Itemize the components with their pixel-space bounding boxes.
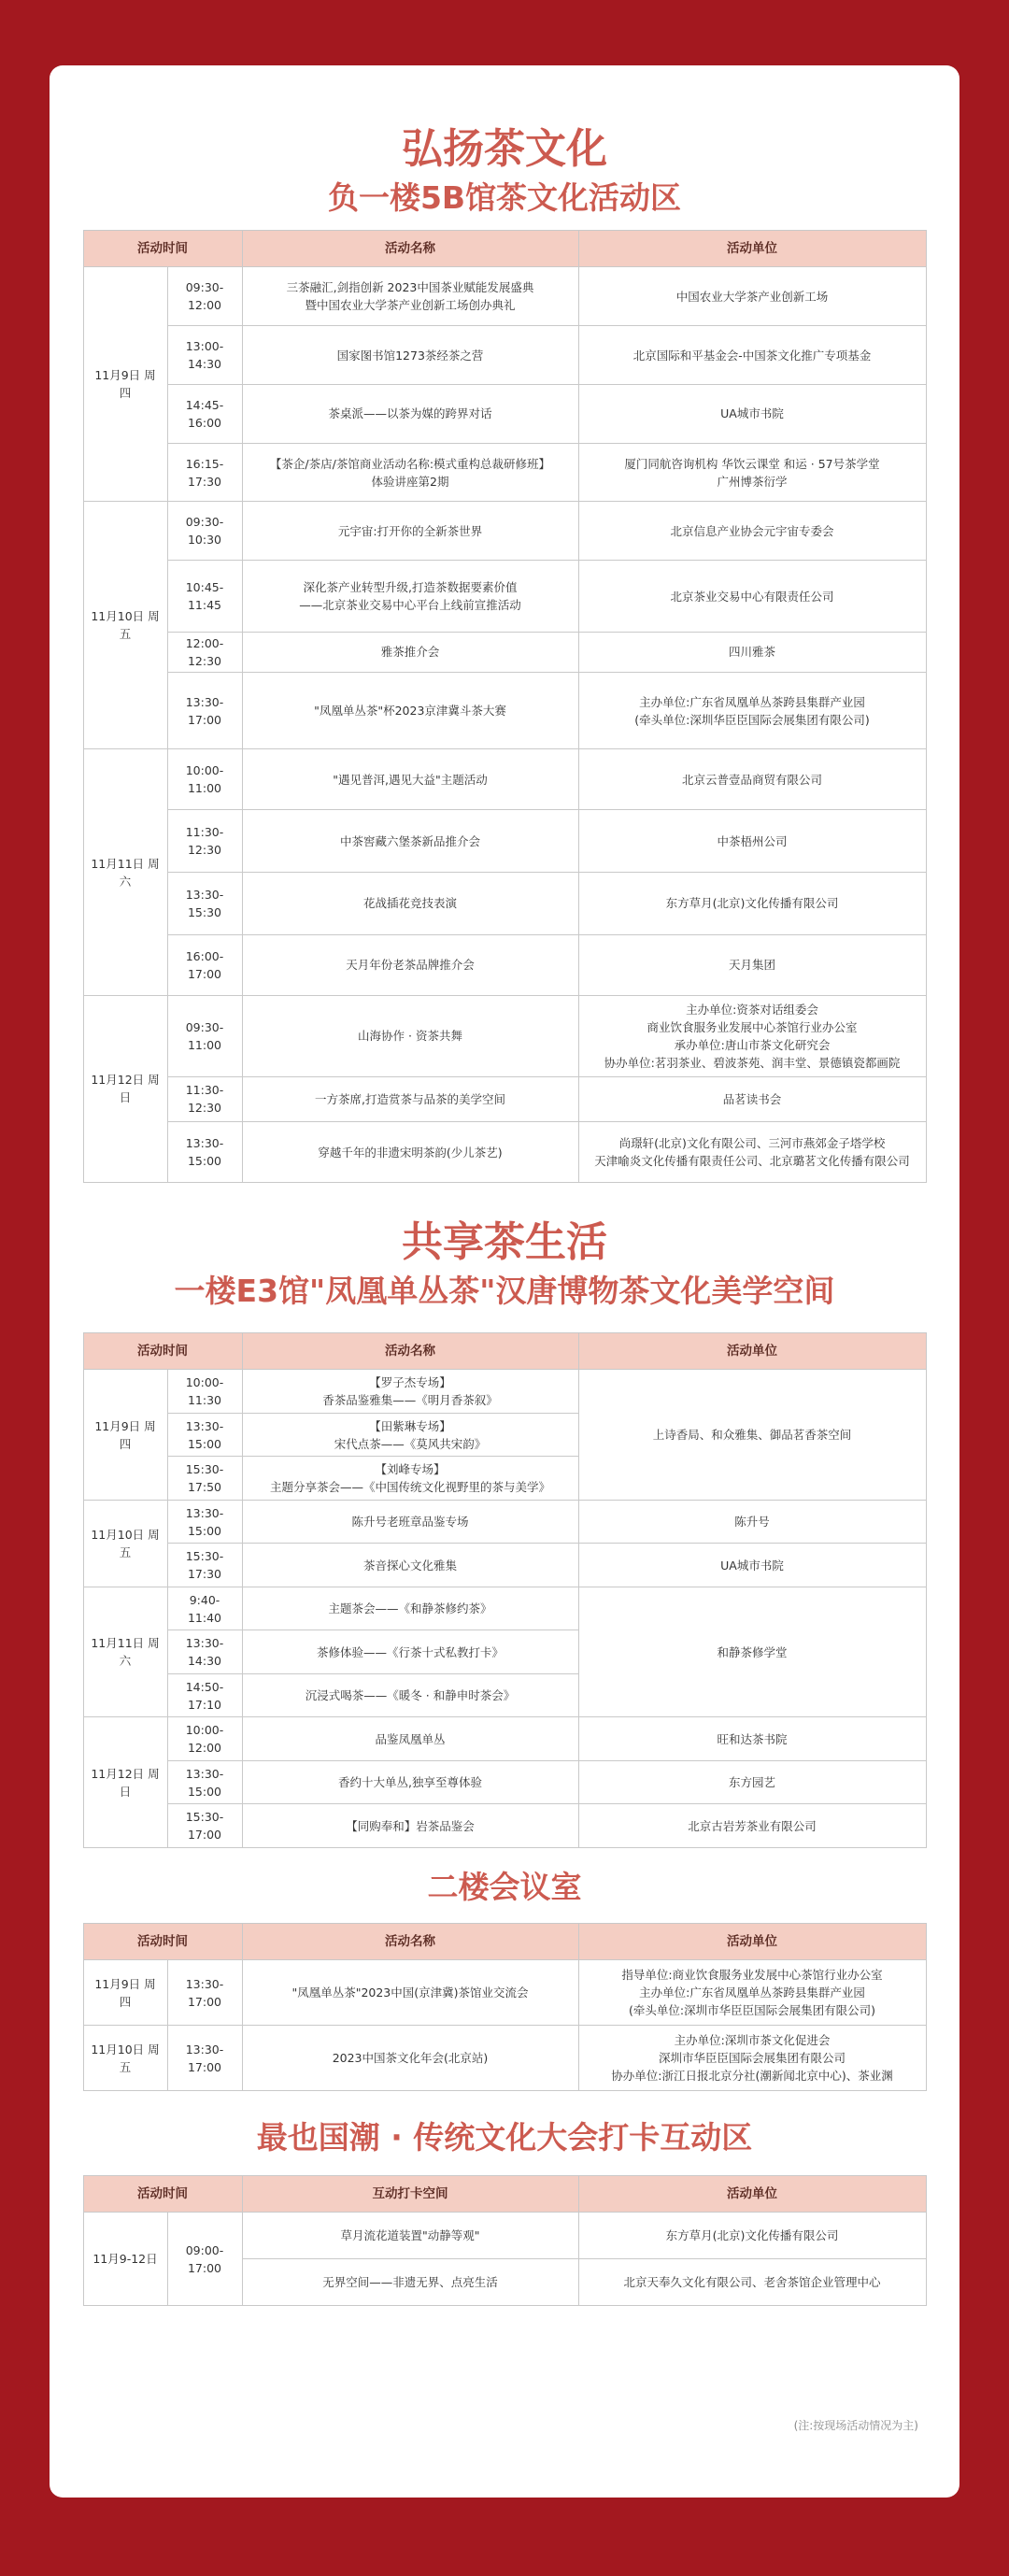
event-name: 品鉴凤凰单丛: [242, 1717, 578, 1761]
event-org: 和静茶修学堂: [578, 1587, 926, 1717]
event-name: 【同购奉和】岩茶品鉴会: [242, 1804, 578, 1848]
date-cell: 11月10日 周五: [83, 502, 167, 749]
header-name: 互动打卡空间: [242, 2176, 578, 2213]
schedule-card: [50, 65, 959, 2498]
time-cell: 10:00-12:00: [167, 1717, 242, 1761]
event-org: 尚璟轩(北京)文化有限公司、三河市燕郊金子塔学校 天津喻炎文化传播有限责任公司、北京璐茗文化传播有限公司: [578, 1122, 926, 1183]
table-row: [83, 1544, 926, 1587]
table-header-row: [83, 231, 926, 267]
date-cell: 11月12日 周日: [83, 995, 167, 1182]
event-name: 茶修体验——《行茶十式私教打卡》: [242, 1630, 578, 1674]
time-cell: 11:30-12:30: [167, 1076, 242, 1122]
event-org: 东方草月(北京)文化传播有限公司: [578, 2213, 926, 2259]
event-name: 国家图书馆1273茶经茶之营: [242, 326, 578, 385]
time-cell: 11:30-12:30: [167, 810, 242, 873]
table-row: [83, 561, 926, 633]
time-cell: 09:30-11:00: [167, 995, 242, 1076]
event-name: 【田紫琳专场】 宋代点茶——《莫风共宋韵》: [242, 1413, 578, 1457]
event-org: 北京信息产业协会元宇宙专委会: [578, 502, 926, 561]
time-cell: 09:00-17:00: [167, 2213, 242, 2306]
event-org: 上诗香局、和众雅集、御品茗香茶空间: [578, 1370, 926, 1501]
event-name: 香约十大单丛,独享至尊体验: [242, 1760, 578, 1804]
date-cell: 11月11日 周六: [83, 749, 167, 995]
event-org: 主办单位:广东省凤凰单丛茶跨县集群产业园 (牵头单位:深圳华臣臣国际会展集团有限公司): [578, 672, 926, 749]
table-row: [83, 443, 926, 502]
table-row: [83, 2213, 926, 2259]
event-org: 北京茶业交易中心有限责任公司: [578, 561, 926, 633]
table-row: [83, 1760, 926, 1804]
table-row: [83, 326, 926, 385]
table-header-row: [83, 1924, 926, 1960]
section1-subtitle: 负一楼5B馆茶文化活动区: [327, 179, 682, 216]
header-org: 活动单位: [578, 231, 926, 267]
event-org: 旺和达茶书院: [578, 1717, 926, 1761]
time-cell: 15:30-17:30: [167, 1544, 242, 1587]
event-org: 东方草月(北京)文化传播有限公司: [578, 873, 926, 935]
time-cell: 10:00-11:30: [167, 1370, 242, 1414]
time-cell: 10:45-11:45: [167, 561, 242, 633]
time-cell: 13:30-15:00: [167, 1122, 242, 1183]
event-name: 草月流花道装置"动静等观": [242, 2213, 578, 2259]
table-row: [83, 995, 926, 1076]
date-cell: 11月10日 周五: [83, 2026, 167, 2091]
event-org: UA城市书院: [578, 384, 926, 443]
event-name: "凤凰单丛茶"2023中国(京津冀)茶馆业交流会: [242, 1960, 578, 2026]
event-name: 三茶融汇,剑指创新 2023中国茶业赋能发展盛典 暨中国农业大学茶产业创新工场创办典礼: [242, 267, 578, 326]
event-name: 山海协作 · 资茶共舞: [242, 995, 578, 1076]
header-time: 活动时间: [83, 2176, 242, 2213]
table-header-row: [83, 1333, 926, 1370]
section2-table: [83, 1332, 927, 1848]
event-name: 雅茶推介会: [242, 633, 578, 673]
section1-title: 弘扬茶文化: [402, 125, 607, 173]
time-cell: 14:45-16:00: [167, 384, 242, 443]
event-name: 中茶窖藏六堡茶新品推介会: [242, 810, 578, 873]
table-row: [83, 1076, 926, 1122]
event-name: 一方茶席,打造赏茶与品茶的美学空间: [242, 1076, 578, 1122]
section4-table: [83, 2175, 927, 2306]
event-name: 主题茶会——《和静茶修约茶》: [242, 1587, 578, 1630]
table-row: [83, 1500, 926, 1544]
section1-table: [83, 230, 927, 1183]
event-org: 天月集团: [578, 934, 926, 995]
date-cell: 11月9日 周四: [83, 267, 167, 502]
event-name: 【刘峰专场】 主题分享茶会——《中国传统文化视野里的茶与美学》: [242, 1457, 578, 1501]
time-cell: 13:30-15:00: [167, 1413, 242, 1457]
section2-subtitle: 一楼E3馆"凤凰单丛茶"汉唐博物茶文化美学空间: [174, 1273, 835, 1309]
event-name: 天月年份老茶品牌推介会: [242, 934, 578, 995]
event-name: 花战插花竞技表演: [242, 873, 578, 935]
event-name: 穿越千年的非遗宋明茶韵(少儿茶艺): [242, 1122, 578, 1183]
section3-title: 二楼会议室: [427, 1869, 582, 1905]
table-row: [83, 749, 926, 810]
table-row: [83, 672, 926, 749]
date-cell: 11月10日 周五: [83, 1500, 167, 1587]
header-org: 活动单位: [578, 1924, 926, 1960]
date-cell: 11月11日 周六: [83, 1587, 167, 1717]
table-row: [83, 2026, 926, 2091]
event-org: 四川雅茶: [578, 633, 926, 673]
time-cell: 16:00-17:00: [167, 934, 242, 995]
time-cell: 9:40-11:40: [167, 1587, 242, 1630]
event-name: 茶桌派——以茶为媒的跨界对话: [242, 384, 578, 443]
event-org: 中茶梧州公司: [578, 810, 926, 873]
date-cell: 11月12日 周日: [83, 1717, 167, 1848]
table-row: [83, 1717, 926, 1761]
time-cell: 15:30-17:00: [167, 1804, 242, 1848]
event-org: 中国农业大学茶产业创新工场: [578, 267, 926, 326]
header-time: 活动时间: [83, 1333, 242, 1370]
event-name: 深化茶产业转型升级,打造茶数据要素价值 ——北京茶业交易中心平台上线前宣推活动: [242, 561, 578, 633]
event-org: 厦门同航咨询机构 华饮云课堂 和运 · 57号茶学堂 广州博茶衍学: [578, 443, 926, 502]
header-name: 活动名称: [242, 1333, 578, 1370]
time-cell: 14:50-17:10: [167, 1673, 242, 1717]
section3-table: [83, 1923, 927, 2091]
event-name: 陈升号老班章品鉴专场: [242, 1500, 578, 1544]
table-row: [83, 810, 926, 873]
header-time: 活动时间: [83, 231, 242, 267]
event-name: 茶音探心文化雅集: [242, 1544, 578, 1587]
event-name: 无界空间——非遗无界、点亮生活: [242, 2259, 578, 2306]
event-org: 主办单位:深圳市茶文化促进会 深圳市华臣臣国际会展集团有限公司 协办单位:浙江日报北京分社(潮新闻北京中心)、茶业渊: [578, 2026, 926, 2091]
header-name: 活动名称: [242, 231, 578, 267]
footnote: (注:按现场活动情况为主): [793, 2419, 918, 2432]
header-name: 活动名称: [242, 1924, 578, 1960]
date-cell: 11月9日 周四: [83, 1960, 167, 2026]
time-cell: 10:00-11:00: [167, 749, 242, 810]
time-cell: 13:00-14:30: [167, 326, 242, 385]
event-name: "凤凰单丛茶"杯2023京津冀斗茶大赛: [242, 672, 578, 749]
time-cell: 13:30-15:00: [167, 1500, 242, 1544]
event-name: 沉浸式喝茶——《暖冬 · 和静申时茶会》: [242, 1673, 578, 1717]
event-org: 北京云普壹品商贸有限公司: [578, 749, 926, 810]
event-name: "遇见普洱,遇见大益"主题活动: [242, 749, 578, 810]
table-row: [83, 1804, 926, 1848]
table-header-row: [83, 2176, 926, 2213]
time-cell: 09:30-10:30: [167, 502, 242, 561]
table-row: [83, 1122, 926, 1183]
time-cell: 13:30-17:00: [167, 1960, 242, 2026]
table-row: [83, 934, 926, 995]
time-cell: 15:30-17:50: [167, 1457, 242, 1501]
event-org: 北京国际和平基金会-中国茶文化推广专项基金: [578, 326, 926, 385]
event-org: 东方园艺: [578, 1760, 926, 1804]
event-org: 北京古岩芳茶业有限公司: [578, 1804, 926, 1848]
table-row: [83, 633, 926, 673]
event-name: 【罗子杰专场】 香茶品鉴雅集——《明月香茶叙》: [242, 1370, 578, 1414]
time-cell: 16:15-17:30: [167, 443, 242, 502]
event-org: UA城市书院: [578, 1544, 926, 1587]
time-cell: 13:30-15:30: [167, 873, 242, 935]
time-cell: 09:30-12:00: [167, 267, 242, 326]
event-org: 陈升号: [578, 1500, 926, 1544]
event-name: 【茶企/茶店/茶馆商业活动名称:模式重构总裁研修班】 体验讲座第2期: [242, 443, 578, 502]
table-row: [83, 1587, 926, 1630]
event-name: 元宇宙:打开你的全新茶世界: [242, 502, 578, 561]
event-name: 2023中国茶文化年会(北京站): [242, 2026, 578, 2091]
header-org: 活动单位: [578, 2176, 926, 2213]
date-cell: 11月9-12日: [83, 2213, 167, 2306]
table-row: [83, 873, 926, 935]
section4-title: 最也国潮 · 传统文化大会打卡互动区: [256, 2119, 753, 2156]
date-cell: 11月9日 周四: [83, 1370, 167, 1501]
time-cell: 13:30-17:00: [167, 672, 242, 749]
event-org: 指导单位:商业饮食服务业发展中心茶馆行业办公室 主办单位:广东省凤凰单丛茶跨县集群产业园 (牵头单位:深圳市华臣臣国际会展集团有限公司): [578, 1960, 926, 2026]
time-cell: 12:00-12:30: [167, 633, 242, 673]
event-org: 品茗读书会: [578, 1076, 926, 1122]
table-row: [83, 502, 926, 561]
table-row: [83, 384, 926, 443]
table-row: [83, 267, 926, 326]
table-row: [83, 1370, 926, 1414]
time-cell: 13:30-15:00: [167, 1760, 242, 1804]
event-org: 北京天奉久文化有限公司、老舍茶馆企业管理中心: [578, 2259, 926, 2306]
section2-title: 共享茶生活: [402, 1218, 607, 1266]
table-row: [83, 1960, 926, 2026]
event-org: 主办单位:资茶对话组委会 商业饮食服务业发展中心茶馆行业办公室 承办单位:唐山市茶文化研究会 协办单位:茗羽茶业、碧波茶苑、润丰堂、景德镇瓷都画院: [578, 995, 926, 1076]
header-time: 活动时间: [83, 1924, 242, 1960]
time-cell: 13:30-14:30: [167, 1630, 242, 1674]
time-cell: 13:30-17:00: [167, 2026, 242, 2091]
header-org: 活动单位: [578, 1333, 926, 1370]
